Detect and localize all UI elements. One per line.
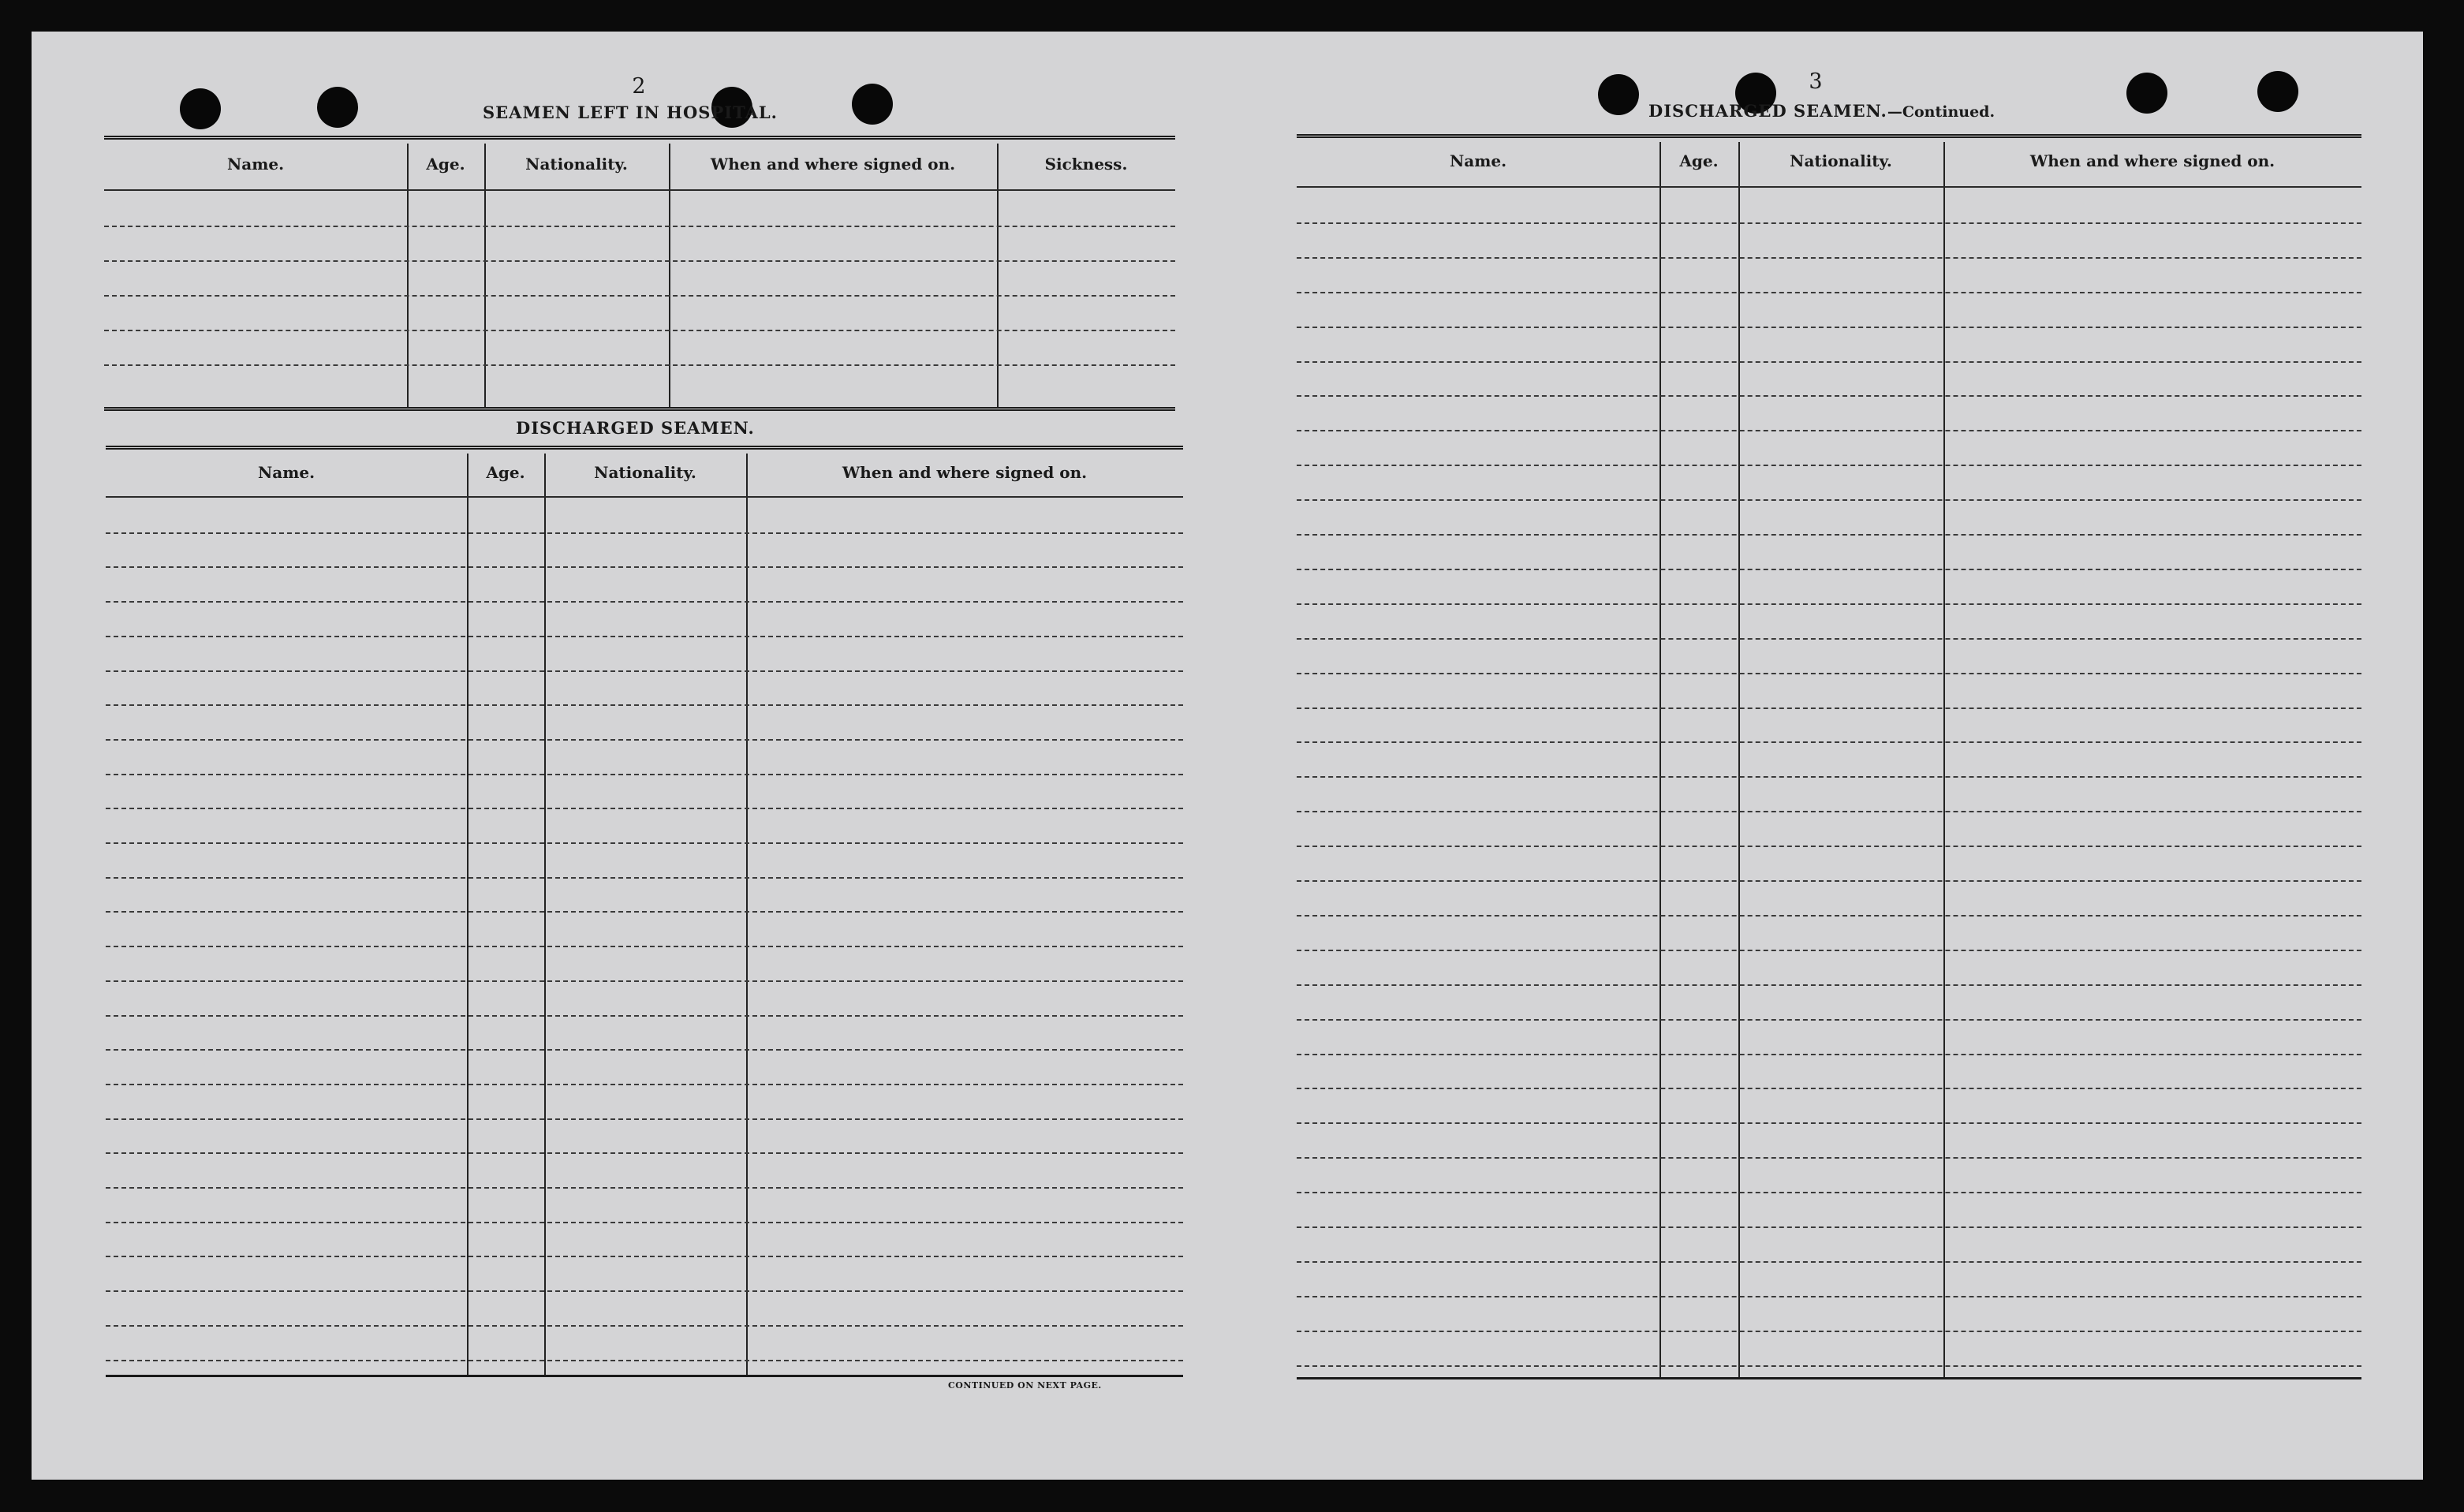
blank-entry-line — [106, 946, 1183, 947]
punch-hole — [852, 84, 893, 125]
blank-entry-line — [1297, 741, 2361, 743]
blank-entry-line — [1297, 361, 2361, 363]
discharged-continued-table — [1297, 134, 2361, 1420]
blank-entry-line — [1297, 1122, 2361, 1124]
blank-entry-line — [106, 739, 1183, 741]
blank-entry-line — [1297, 465, 2361, 466]
column-divider — [467, 454, 469, 1375]
column-header-signed-on: When and where signed on. — [710, 155, 956, 174]
blank-entry-line — [1297, 1088, 2361, 1089]
hospital-section-title: SEAMEN LEFT IN HOSPITAL. — [483, 103, 778, 122]
blank-entry-line — [106, 670, 1183, 672]
blank-entry-line — [106, 1222, 1183, 1223]
blank-entry-line — [104, 330, 1175, 331]
header-rule — [106, 496, 1183, 498]
title-suffix: —Continued. — [1887, 103, 1995, 121]
blank-entry-line — [1297, 638, 2361, 640]
column-divider — [407, 144, 409, 407]
blank-entry-line — [106, 566, 1183, 568]
blank-entry-line — [1297, 811, 2361, 812]
table-top-rule — [1297, 134, 2361, 138]
blank-entry-line — [106, 1152, 1183, 1154]
blank-entry-line — [106, 1015, 1183, 1017]
blank-entry-line — [1297, 1331, 2361, 1332]
blank-entry-line — [106, 1118, 1183, 1120]
blank-entry-line — [1297, 499, 2361, 501]
column-header-nationality: Nationality. — [525, 155, 628, 174]
blank-entry-line — [1297, 292, 2361, 293]
blank-entry-line — [1297, 1365, 2361, 1367]
table-top-rule — [106, 446, 1183, 450]
punch-hole — [2126, 73, 2167, 114]
punch-hole — [2257, 71, 2298, 112]
blank-entry-line — [106, 774, 1183, 775]
blank-entry-line — [1297, 776, 2361, 778]
blank-entry-line — [1297, 1054, 2361, 1055]
table-bottom-rule — [1297, 1377, 2361, 1379]
blank-entry-line — [1297, 673, 2361, 674]
blank-entry-line — [104, 260, 1175, 262]
blank-entry-line — [1297, 569, 2361, 570]
blank-entry-line — [1297, 880, 2361, 882]
blank-entry-line — [106, 842, 1183, 844]
column-divider — [746, 454, 748, 1375]
blank-entry-line — [1297, 603, 2361, 605]
blank-entry-line — [1297, 984, 2361, 986]
column-header-signed-on: When and where signed on. — [842, 463, 1088, 482]
blank-entry-line — [106, 1290, 1183, 1292]
table-bottom-rule — [104, 407, 1175, 411]
blank-entry-line — [1297, 1296, 2361, 1297]
column-header-name: Name. — [257, 463, 315, 482]
document-scan — [32, 32, 2423, 1480]
page-number-right: 3 — [1809, 69, 1823, 94]
column-divider — [997, 144, 999, 407]
blank-entry-line — [1297, 1157, 2361, 1159]
punch-hole — [1598, 74, 1639, 115]
blank-entry-line — [104, 295, 1175, 297]
blank-entry-line — [1297, 257, 2361, 259]
column-divider — [669, 144, 670, 407]
blank-entry-line — [106, 532, 1183, 534]
blank-entry-line — [1297, 915, 2361, 917]
blank-entry-line — [106, 808, 1183, 809]
title-main: DISCHARGED SEAMEN. — [1648, 101, 1887, 121]
column-divider — [484, 144, 486, 407]
discharged-section-title: DISCHARGED SEAMEN. — [516, 418, 755, 438]
blank-entry-line — [106, 1256, 1183, 1257]
hospital-table — [104, 136, 1175, 435]
blank-entry-line — [1297, 430, 2361, 431]
punch-hole — [317, 87, 358, 128]
punch-hole — [180, 88, 221, 129]
blank-entry-line — [1297, 950, 2361, 951]
discharged-continued-title — [1648, 101, 1995, 121]
blank-entry-line — [106, 1325, 1183, 1327]
discharged-table — [106, 446, 1183, 1416]
table-top-rule — [104, 136, 1175, 140]
column-header-age: Age. — [486, 463, 525, 482]
blank-entry-line — [1297, 1226, 2361, 1228]
blank-entry-line — [1297, 222, 2361, 224]
continued-note: CONTINUED ON NEXT PAGE. — [948, 1380, 1102, 1391]
blank-entry-line — [106, 1049, 1183, 1051]
column-header-signed-on: When and where signed on. — [2029, 151, 2275, 170]
blank-entry-line — [104, 364, 1175, 366]
blank-entry-line — [1297, 846, 2361, 847]
blank-entry-line — [106, 1084, 1183, 1085]
header-rule — [104, 189, 1175, 191]
header-rule — [1297, 186, 2361, 188]
column-header-sickness: Sickness. — [1044, 155, 1128, 174]
column-header-name: Name. — [1449, 151, 1507, 170]
column-header-name: Name. — [226, 155, 285, 174]
blank-entry-line — [106, 636, 1183, 637]
blank-entry-line — [106, 601, 1183, 603]
blank-entry-line — [106, 877, 1183, 879]
blank-entry-line — [1297, 1192, 2361, 1193]
page-number-left: 2 — [632, 74, 646, 99]
column-header-age: Age. — [1679, 151, 1719, 170]
blank-entry-line — [1297, 327, 2361, 328]
blank-entry-line — [106, 911, 1183, 913]
table-bottom-rule — [106, 1375, 1183, 1377]
blank-entry-line — [106, 1360, 1183, 1361]
column-divider — [544, 454, 546, 1375]
blank-entry-line — [1297, 1019, 2361, 1021]
blank-entry-line — [106, 1187, 1183, 1189]
blank-entry-line — [1297, 395, 2361, 397]
blank-entry-line — [1297, 707, 2361, 709]
column-header-age: Age. — [426, 155, 465, 174]
column-header-nationality: Nationality. — [1790, 151, 1892, 170]
blank-entry-line — [1297, 1261, 2361, 1263]
blank-entry-line — [106, 704, 1183, 706]
blank-entry-line — [1297, 534, 2361, 536]
blank-entry-line — [104, 226, 1175, 227]
column-header-nationality: Nationality. — [594, 463, 696, 482]
blank-entry-line — [106, 980, 1183, 982]
